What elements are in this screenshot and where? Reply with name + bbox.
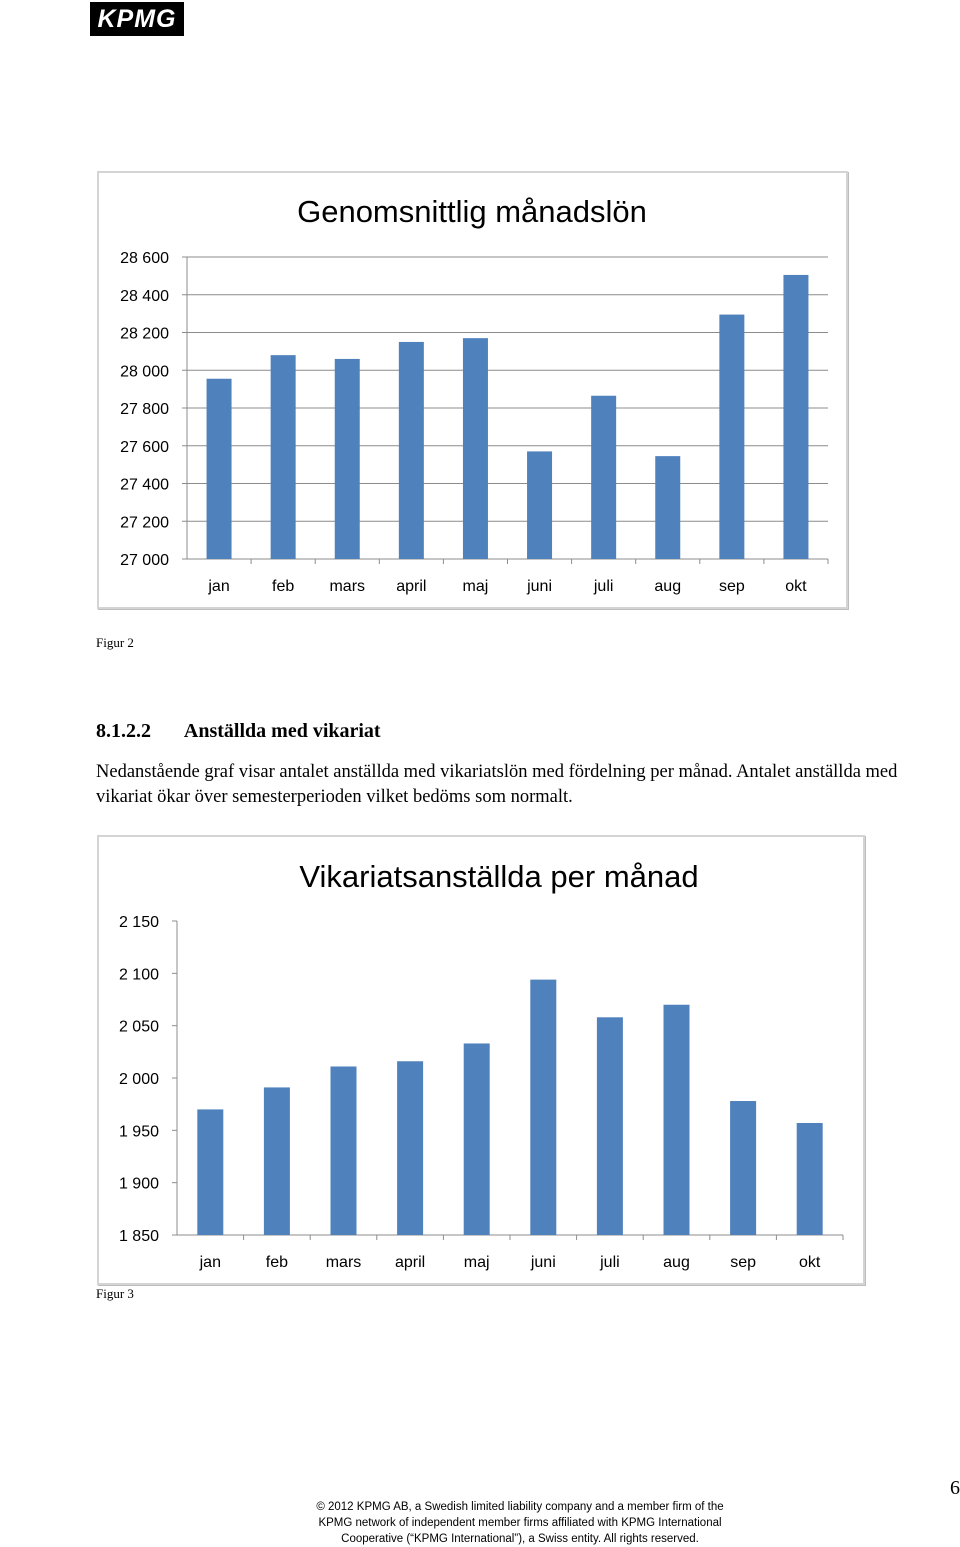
salary-chart-category-label: okt — [785, 578, 807, 595]
salary-chart-bar-juli — [591, 396, 616, 559]
substitutes-chart-category-label: okt — [799, 1254, 821, 1271]
salary-chart-bar-maj — [463, 338, 488, 559]
salary-chart-ytick-label: 28 000 — [120, 363, 169, 381]
kpmg-logo: KPMG — [90, 2, 184, 36]
figure-2-caption: Figur 2 — [96, 635, 134, 650]
substitutes-chart-ytick-label: 1 850 — [118, 1228, 159, 1245]
salary-chart-ytick-label: 27 600 — [120, 438, 169, 456]
substitutes-chart-category-label: feb — [265, 1254, 289, 1271]
section-number: 8.1.2.2 — [96, 720, 151, 742]
footer-line-1: © 2012 KPMG AB, a Swedish limited liability company and a member firm of the — [316, 1501, 724, 1513]
substitutes-chart-bar-mars — [331, 1066, 357, 1235]
substitutes-chart-category-label: juli — [600, 1254, 620, 1271]
substitutes-chart-ytick-label: 1 950 — [118, 1123, 159, 1141]
substitutes-chart-bar-maj — [464, 1043, 490, 1235]
salary-chart-bar-okt — [783, 275, 808, 559]
salary-chart-ytick-label: 27 400 — [120, 476, 169, 494]
salary-chart-ytick-label: 28 400 — [120, 287, 169, 305]
substitutes-chart-bar-juli — [597, 1017, 623, 1235]
substitutes-chart-bar-juni — [530, 980, 556, 1235]
substitutes-chart-category-label: aug — [663, 1254, 690, 1271]
salary-chart-category-label: aug — [654, 578, 682, 595]
salary-chart-bar-juni — [527, 451, 552, 559]
salary-chart-bar-april — [399, 342, 424, 559]
substitutes-chart-bar-jan — [197, 1109, 223, 1235]
substitutes-chart-ytick-label: 1 900 — [118, 1175, 159, 1193]
figure-3-caption: Figur 3 — [96, 1286, 134, 1301]
copyright-footer — [260, 1499, 780, 1547]
substitutes-chart-category-label: sep — [730, 1254, 756, 1271]
chart-average-salary-svg — [99, 173, 846, 607]
salary-chart-ytick-label: 27 800 — [120, 401, 169, 418]
salary-chart-category-label: juli — [593, 578, 614, 595]
chart-average-salary — [97, 171, 848, 609]
substitutes-chart-bar-april — [397, 1061, 423, 1235]
substitutes-chart-category-label: juni — [530, 1254, 556, 1271]
salary-chart-ytick-label: 28 600 — [120, 250, 169, 267]
section-title: Anställda med vikariat — [183, 720, 381, 742]
salary-chart-bar-sep — [719, 315, 744, 559]
salary-chart-category-label: mars — [329, 578, 366, 595]
footer-line-3: Cooperative (“KPMG International”), a Swiss entity. All rights reserved. — [341, 1533, 699, 1545]
salary-chart-category-label: jan — [208, 578, 230, 595]
substitutes-chart-ytick-label: 2 000 — [118, 1071, 159, 1088]
salary-chart-bar-aug — [655, 456, 680, 559]
substitutes-chart-bar-sep — [730, 1101, 756, 1235]
footer-line-2: KPMG network of independent member firms affiliated with KPMG International — [318, 1517, 722, 1529]
chart-substitutes — [97, 835, 865, 1285]
substitutes-chart-category-label: maj — [463, 1254, 490, 1271]
chart-average-salary-title: Genomsnittlig månadslön — [297, 194, 647, 229]
salary-chart-ytick-label: 27 000 — [120, 552, 169, 569]
substitutes-chart-bar-okt — [797, 1123, 823, 1235]
salary-chart-category-label: sep — [718, 578, 745, 595]
salary-chart-ytick-label: 28 200 — [120, 325, 169, 343]
salary-chart-ytick-label: 27 200 — [120, 514, 169, 532]
substitutes-chart-bar-aug — [664, 1005, 690, 1235]
chart-substitutes-svg — [99, 837, 863, 1283]
section-paragraph: Nedanstående graf visar antalet anställda med vikariatslön med fördelning per månad. Antalet anställda med vikariat ökar över semesterperioden vilket bedöms som normalt. — [96, 762, 898, 807]
chart-substitutes-title: Vikariatsanställda per månad — [299, 859, 699, 894]
substitutes-chart-ytick-label: 2 100 — [118, 966, 159, 984]
page-number: 6 — [950, 1477, 960, 1499]
substitutes-chart-bar-feb — [264, 1087, 290, 1235]
salary-chart-category-label: april — [396, 578, 427, 595]
substitutes-chart-category-label: mars — [325, 1254, 362, 1271]
section-heading — [96, 720, 381, 743]
substitutes-chart-ytick-label: 2 050 — [118, 1018, 159, 1036]
substitutes-chart-category-label: jan — [199, 1254, 221, 1271]
substitutes-chart-ytick-label: 2 150 — [118, 914, 159, 931]
salary-chart-bar-jan — [207, 379, 232, 559]
salary-chart-category-label: feb — [272, 578, 295, 595]
salary-chart-category-label: maj — [462, 578, 489, 595]
salary-chart-category-label: juni — [527, 578, 553, 595]
salary-chart-bar-mars — [335, 359, 360, 559]
salary-chart-bar-feb — [271, 355, 296, 559]
substitutes-chart-category-label: april — [394, 1254, 426, 1271]
